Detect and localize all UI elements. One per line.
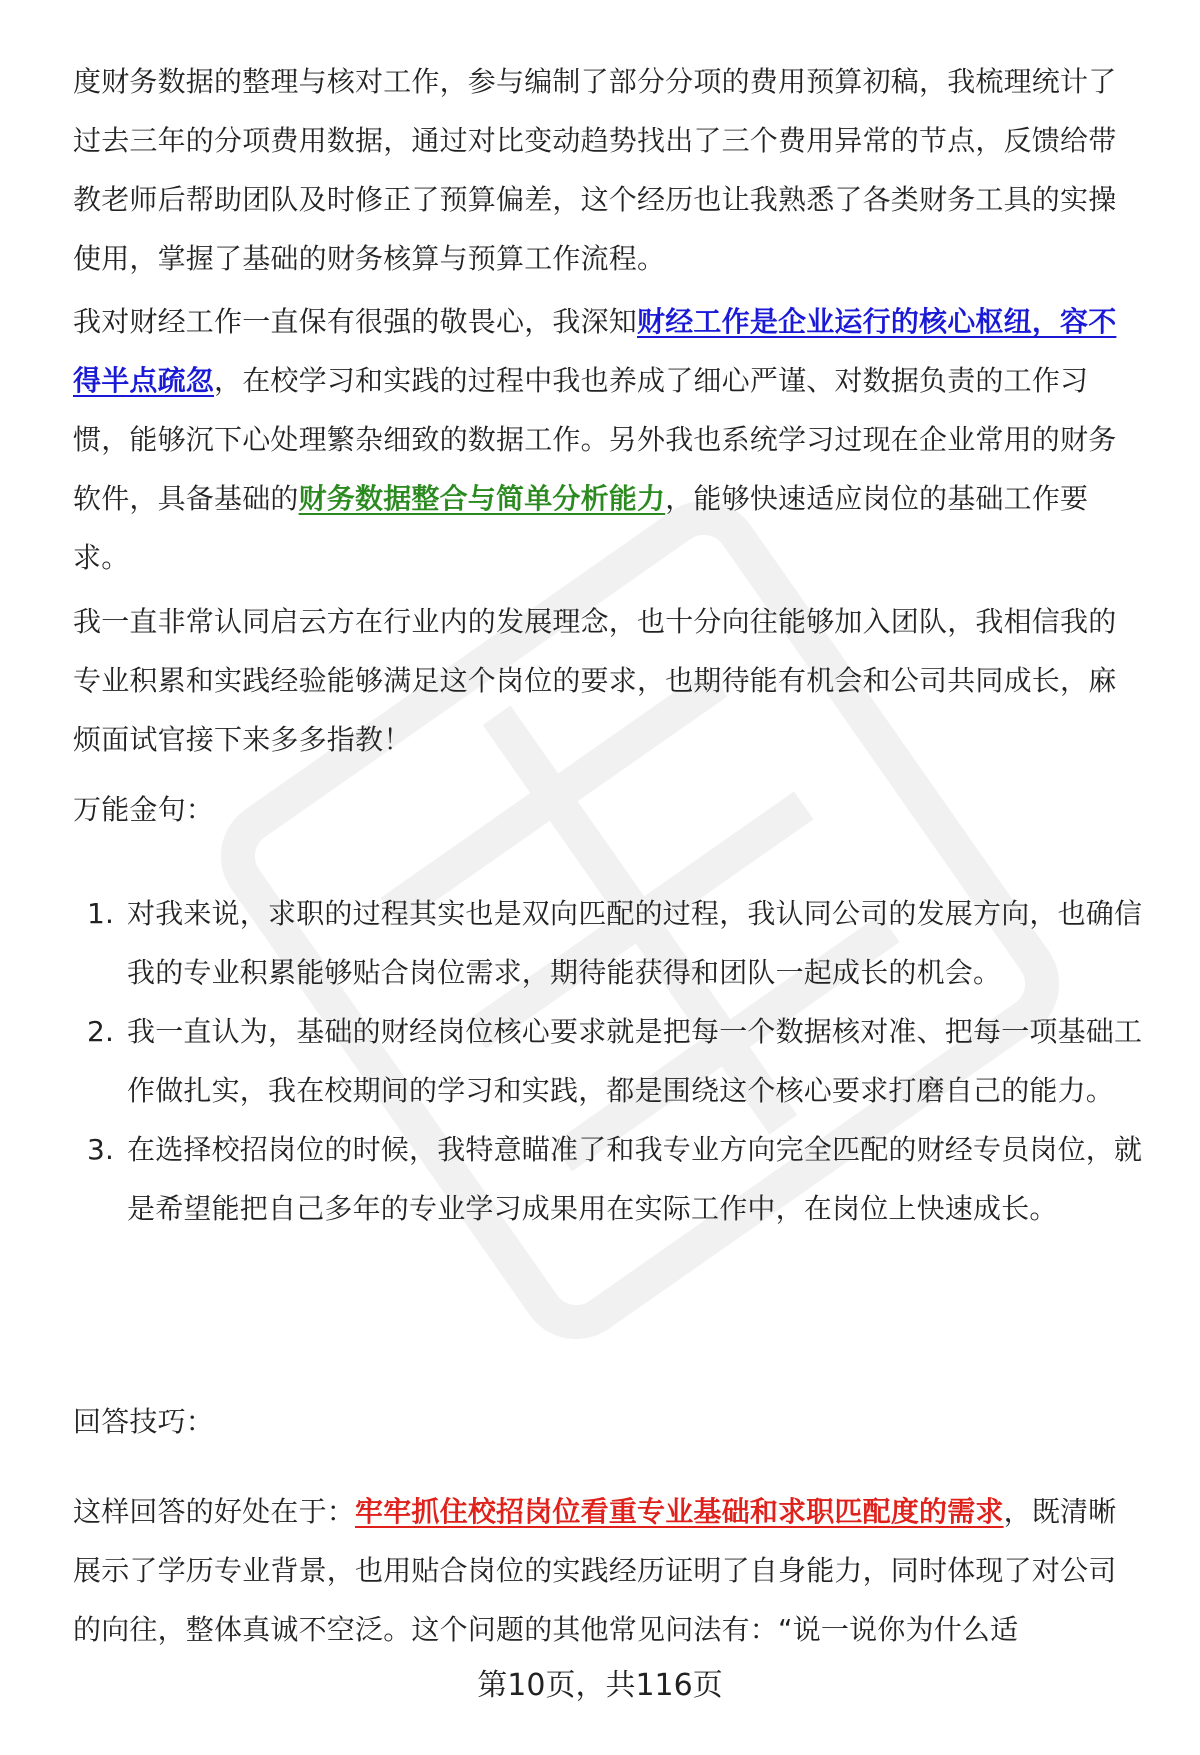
paragraph-work-attitude bbox=[73, 292, 1143, 587]
list-item-number: 3. bbox=[87, 1133, 115, 1166]
list-item bbox=[73, 884, 1143, 1002]
list-item-text: 对我来说，求职的过程其实也是双向匹配的过程，我认同公司的发展方向，也确信我的专业积累能够贴合岗位需求，期待能获得和团队一起成长的机会。 bbox=[127, 897, 1143, 989]
paragraph-company-identification: 我一直非常认同启云方在行业内的发展理念，也十分向往能够加入团队，我相信我的专业积累和实践经验能够满足这个岗位的要求，也期待能有机会和公司共同成长，麻烦面试官接下来多多指教！ bbox=[73, 605, 1117, 756]
paragraph-answer-tips-start: 这样回答的好处在于： bbox=[73, 1495, 356, 1528]
list-item-text: 在选择校招岗位的时候，我特意瞄准了和我专业方向完全匹配的财经专员岗位，就是希望能把自己多年的专业学习成果用在实际工作中，在岗位上快速成长。 bbox=[127, 1133, 1143, 1225]
paragraph-work-attitude-end: ，能够快速适应岗位的基础工作要求。 bbox=[73, 482, 1089, 574]
section-heading-answer-tips: 回答技巧： bbox=[73, 1405, 215, 1438]
highlight-data-analysis-ability: 财务数据整合与简单分析能力 bbox=[298, 482, 666, 515]
paragraph-answer-tips bbox=[73, 1482, 1143, 1659]
paragraph-practice-experience: 度财务数据的整理与核对工作，参与编制了部分分项的费用预算初稿，我梳理统计了过去三年的分项费用数据，通过对比变动趋势找出了三个费用异常的节点，反馈给带教老师后帮助团队及时修正了预算偏差，这个经历也让我熟悉了各类财务工具的实操使用，掌握了基础的财务核算与预算工作流程。 bbox=[73, 65, 1117, 275]
list-item bbox=[73, 1002, 1143, 1120]
highlight-campus-requirement: 牢牢抓住校招岗位看重专业基础和求职匹配度的需求 bbox=[355, 1495, 1004, 1528]
paragraph-work-attitude-start: 我对财经工作一直保有很强的敬畏心，我深知 bbox=[73, 305, 638, 338]
list-item-number: 2. bbox=[87, 1015, 115, 1048]
list-item-text: 我一直认为，基础的财经岗位核心要求就是把每一个数据核对准、把每一项基础工作做扎实，我在校期间的学习和实践，都是围绕这个核心要求打磨自己的能力。 bbox=[127, 1015, 1143, 1107]
paragraph-work-attitude-middle: ，在校学习和实践的过程中我也养成了细心严谨、对数据负责的工作习惯，能够沉下心处理繁杂细致的数据工作。另外我也系统学习过现在企业常用的财务软件，具备基础的 bbox=[73, 364, 1117, 515]
universal-phrases-list bbox=[73, 884, 1143, 1238]
highlight-core-hub: 财经工作是企业运行的核心枢纽，容不得半点疏忽 bbox=[73, 305, 1117, 397]
paragraph-answer-tips-end: ，既清晰展示了学历专业背景，也用贴合岗位的实践经历证明了自身能力，同时体现了对公司的向往，整体真诚不空泛。这个问题的其他常见问法有：“说一说你为什么适 bbox=[73, 1495, 1117, 1646]
list-item-number: 1. bbox=[87, 897, 115, 930]
page-number-footer: 第10页，共116页 bbox=[477, 1668, 723, 1703]
section-heading-universal-phrases: 万能金句： bbox=[73, 793, 215, 826]
list-item bbox=[73, 1120, 1143, 1238]
